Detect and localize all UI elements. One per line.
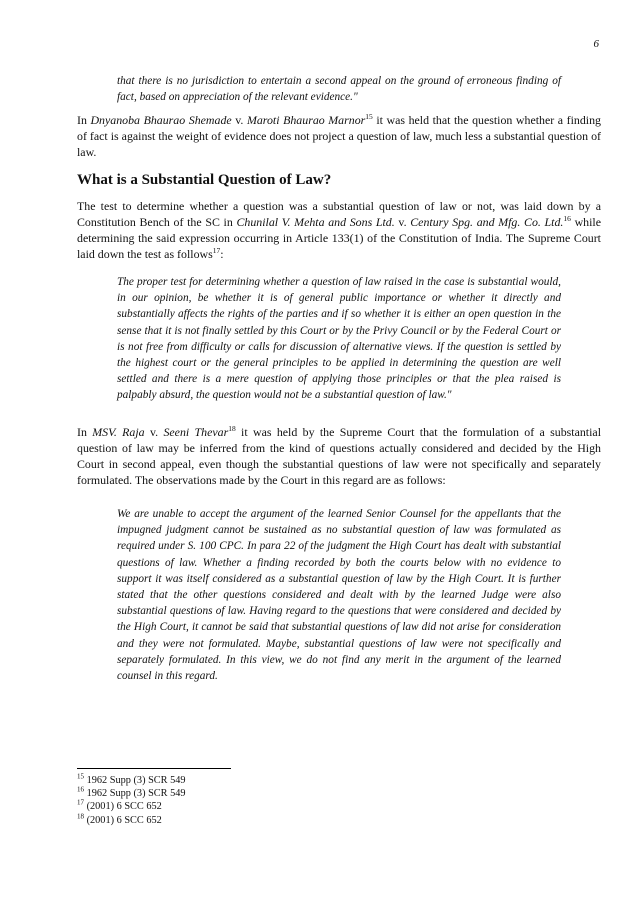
page-number: 6 xyxy=(593,38,599,50)
para2-party2: Century Spg. and Mfg. Co. Ltd. xyxy=(410,215,564,229)
footnote-ref-17: 17 xyxy=(212,246,221,256)
footnote-divider xyxy=(77,768,231,769)
para3-versus: v. xyxy=(144,425,164,439)
paragraph-msv-raja xyxy=(77,424,601,488)
para1-party1: Dnyanoba Bhaurao Shemade xyxy=(90,113,232,127)
paragraph-dnyanoba xyxy=(77,112,601,160)
quote-intro: that there is no jurisdiction to entertain a second appeal on the ground of erroneous finding of fact, based on appreciation of the relevant evidence." xyxy=(117,75,561,104)
footnote-text: 1962 Supp (3) SCR 549 xyxy=(84,788,186,800)
para3-prefix: In xyxy=(77,425,93,439)
para2-text2: while determining the said expression occurring in Article 133(1) of the Constitution of India. The Supreme Court laid down the test as follows xyxy=(77,215,602,261)
footnote-16 xyxy=(77,787,186,800)
footnote-ref-15: 15 xyxy=(365,112,373,122)
para1-rest: it was held that the question whether a finding of fact is against the weight of evidence does not project a question of law, much less a substantial question of law. xyxy=(77,113,601,159)
footnote-number: 16 xyxy=(77,785,84,794)
footnotes xyxy=(77,774,186,827)
footnote-15 xyxy=(77,774,186,787)
para3-party1: MSV. Raja xyxy=(92,425,145,439)
section-heading: What is a Substantial Question of Law? xyxy=(77,172,332,188)
para1-prefix: In xyxy=(77,113,91,127)
footnote-number: 15 xyxy=(77,772,84,781)
para2-versus: v. xyxy=(394,215,411,229)
footnote-17 xyxy=(77,800,186,813)
footnote-number: 18 xyxy=(77,812,84,821)
footnote-number: 17 xyxy=(77,798,84,807)
para1-party2: Maroti Bhaurao Marnor xyxy=(246,113,366,127)
footnote-text: (2001) 6 SCC 652 xyxy=(84,801,162,813)
footnote-text: 1962 Supp (3) SCR 549 xyxy=(84,775,186,786)
para3-party2: Seeni Thevar xyxy=(163,425,229,439)
para3-rest: it was held by the Supreme Court that the formulation of a substantial question of law may be inferred from the kind of questions actually considered and decided by the High Court in second appeal, even though the substantial questions of law were not specifically and separately formulated. The observations made by the Court in this regard are as follows: xyxy=(77,425,601,487)
para1-versus: v. xyxy=(231,113,247,127)
para2-party1: Chunilal V. Mehta and Sons Ltd. xyxy=(236,215,395,229)
quote-msv-raja: We are unable to accept the argument of the learned Senior Counsel for the appellants that the impugned judgment cannot be sustained as no substantial question of law was formulated as required under S. 100 CPC. In para 22 of the judgment the High Court has dealt with substantial questions of law. Whether a finding recorded by both the courts below with no evidence to support it was itself considered as a substantial question of law by the High Court. It is further stated that the other questions considered and dealt with by the learned Judge were also substantial questions of law. Having regard to the questions that were considered and decided by the High Court, it cannot be said that substantial questions of law did not arise for consideration and they were not formulated. Maybe, substantial questions of law were not specifically and separately formulated. In this view, we do not find any merit in the argument of the learned counsel in this regard. xyxy=(117,508,561,683)
footnote-ref-18: 18 xyxy=(228,424,236,434)
paragraph-chunilal xyxy=(77,198,601,262)
para2-text3: : xyxy=(220,247,224,261)
footnote-18 xyxy=(77,814,186,827)
footnote-ref-16: 16 xyxy=(563,214,571,224)
para2-text1: The test to determine whether a question was a substantial question of law or not, was laid down by a Constitution Bench of the SC in xyxy=(77,199,601,229)
footnote-text: (2001) 6 SCC 652 xyxy=(84,814,162,826)
quote-chunilal: The proper test for determining whether a question of law raised in the case is substantial would, in our opinion, be whether it is of general public importance or whether it directly and substantially affects the rights of the parties and if so whether it is either an open question in the sense that it is not finally settled by this Court or by the Privy Council or by the Federal Court or is not free from difficulty or calls for discussion of alternative views. If the question is settled by the highest court or the general principles to be applied in determining the question are well settled and there is a mere question of applying those principles or that the plea raised is palpably absurd, the question would not be a substantial question of law." xyxy=(117,276,561,402)
